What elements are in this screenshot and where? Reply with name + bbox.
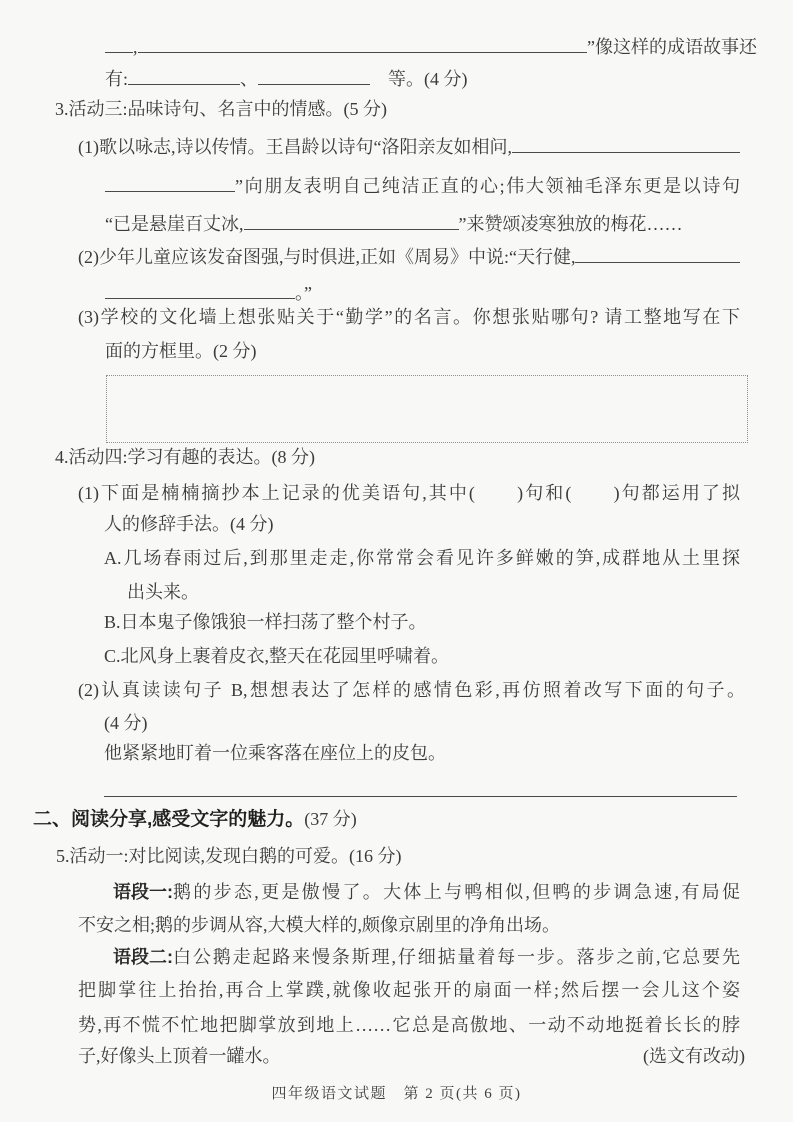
- passage-2-label: 语段二:: [113, 947, 173, 967]
- question-4-header: 4.活动四:学习有趣的表达。(8 分): [55, 447, 315, 467]
- q3-item2-line1: [78, 244, 740, 271]
- question-3-header: 3.活动三:品味诗句、名言中的情感。(5 分): [55, 99, 387, 119]
- text-end: 。”: [295, 283, 312, 303]
- q4-option-a-line1: A.几场春雨过后,到那里走走,你常常会看见许多鲜嫩的笋,成群地从土里探: [104, 548, 740, 568]
- page-footer: [0, 1082, 793, 1106]
- footer-page-number: 第 2 页(共 6 页): [403, 1086, 522, 1102]
- answer-blank: [105, 284, 295, 299]
- text: 白公鹅走起路来慢条斯理,仔细掂量着每一步。落步之前,它总要先: [173, 947, 740, 967]
- text: ”向朋友表明自己纯洁正直的心;伟大领袖毛泽东更是以诗句: [235, 176, 740, 196]
- passage-1-line1: [113, 879, 740, 906]
- text-comma: ,: [133, 37, 138, 57]
- answer-blank: [138, 38, 588, 53]
- answer-blank: [105, 38, 133, 53]
- passage-2-line3: 势,再不慌不忙地把脚掌放到地上……它总是高傲地、一动不动地挺着长长的脖: [78, 1015, 740, 1035]
- text: 子,好像头上顶着一罐水。: [78, 1046, 281, 1066]
- q4-option-b: B.日本鬼子像饿狼一样扫荡了整个村子。: [104, 612, 427, 632]
- answer-blank: [105, 177, 235, 192]
- section-2-title: 二、阅读分享,感受文字的魅力。: [33, 809, 305, 830]
- q4-item2-line1: (2)认真读读句子 B,想想表达了怎样的感情色彩,再仿照着改写下面的句子。: [78, 680, 745, 700]
- text-post: ”来赞颂凌寒独放的梅花……: [458, 214, 683, 234]
- answer-blank: [512, 138, 740, 153]
- passage-1-label: 语段一:: [113, 882, 173, 902]
- q3-item1-line2: [105, 173, 740, 200]
- answer-line: [104, 796, 737, 797]
- passage-2-line4: [78, 1043, 745, 1070]
- q3-item3-line2: 面的方框里。(2 分): [105, 341, 257, 361]
- text-suffix: 等。(4 分): [388, 69, 468, 89]
- text: 鹅的步态,更是傲慢了。大体上与鸭相似,但鸭的步调急速,有局促: [173, 882, 740, 902]
- answer-blank: [244, 215, 459, 230]
- fill-in-line-2: [105, 66, 468, 93]
- passage-source-note: (选文有改动): [643, 1046, 745, 1066]
- section-2-header: [33, 806, 357, 833]
- passage-2-line1: [113, 944, 740, 971]
- answer-blank: [575, 248, 740, 263]
- q4-item1-line2: 人的修辞手法。(4 分): [104, 514, 274, 534]
- q4-item1-line1: (1)下面是楠楠摘抄本上记录的优美语句,其中( )句和( )句都运用了拟: [78, 483, 740, 503]
- q4-item2-sentence: 他紧紧地盯着一位乘客落在座位上的皮包。: [104, 743, 446, 763]
- footer-title: 四年级语文试题: [271, 1086, 387, 1102]
- text-prefix: 有:: [105, 69, 129, 89]
- text: (2)少年儿童应该发奋图强,与时俱进,正如《周易》中说:“天行健,: [78, 247, 576, 267]
- text-separator: 、: [240, 69, 259, 89]
- fill-in-line-1: [105, 34, 757, 61]
- text-tail: ”像这样的成语故事还: [587, 37, 757, 57]
- text-pre: “已是悬崖百丈冰,: [105, 214, 244, 234]
- q4-option-a-line2: 出头来。: [127, 582, 199, 602]
- q3-item1-line3: [105, 211, 683, 238]
- q4-item2-line2: (4 分): [104, 713, 148, 733]
- text: (1)歌以咏志,诗以传情。王昌龄以诗句“洛阳亲友如相问,: [78, 137, 512, 157]
- q4-option-c: C.北风身上裹着皮衣,整天在花园里呼啸着。: [104, 646, 450, 666]
- answer-box: [106, 375, 748, 443]
- passage-2-line2: 把脚掌往上抬抬,再合上掌蹼,就像收起张开的扇面一样;然后摆一会儿这个姿: [78, 980, 740, 1000]
- passage-1-line2: 不安之相;鹅的步调从容,大模大样的,颇像京剧里的净角出场。: [78, 915, 560, 935]
- question-5-header: 5.活动一:对比阅读,发现白鹅的可爱。(16 分): [56, 846, 402, 866]
- section-2-score: (37 分): [304, 809, 357, 829]
- q3-item2-line2: [105, 280, 312, 307]
- answer-blank: [258, 70, 370, 85]
- q3-item3-line1: (3)学校的文化墙上想张贴关于“勤学”的名言。你想张贴哪句? 请工整地写在下: [78, 307, 740, 327]
- answer-blank: [128, 70, 240, 85]
- q3-item1-line1: [78, 134, 740, 161]
